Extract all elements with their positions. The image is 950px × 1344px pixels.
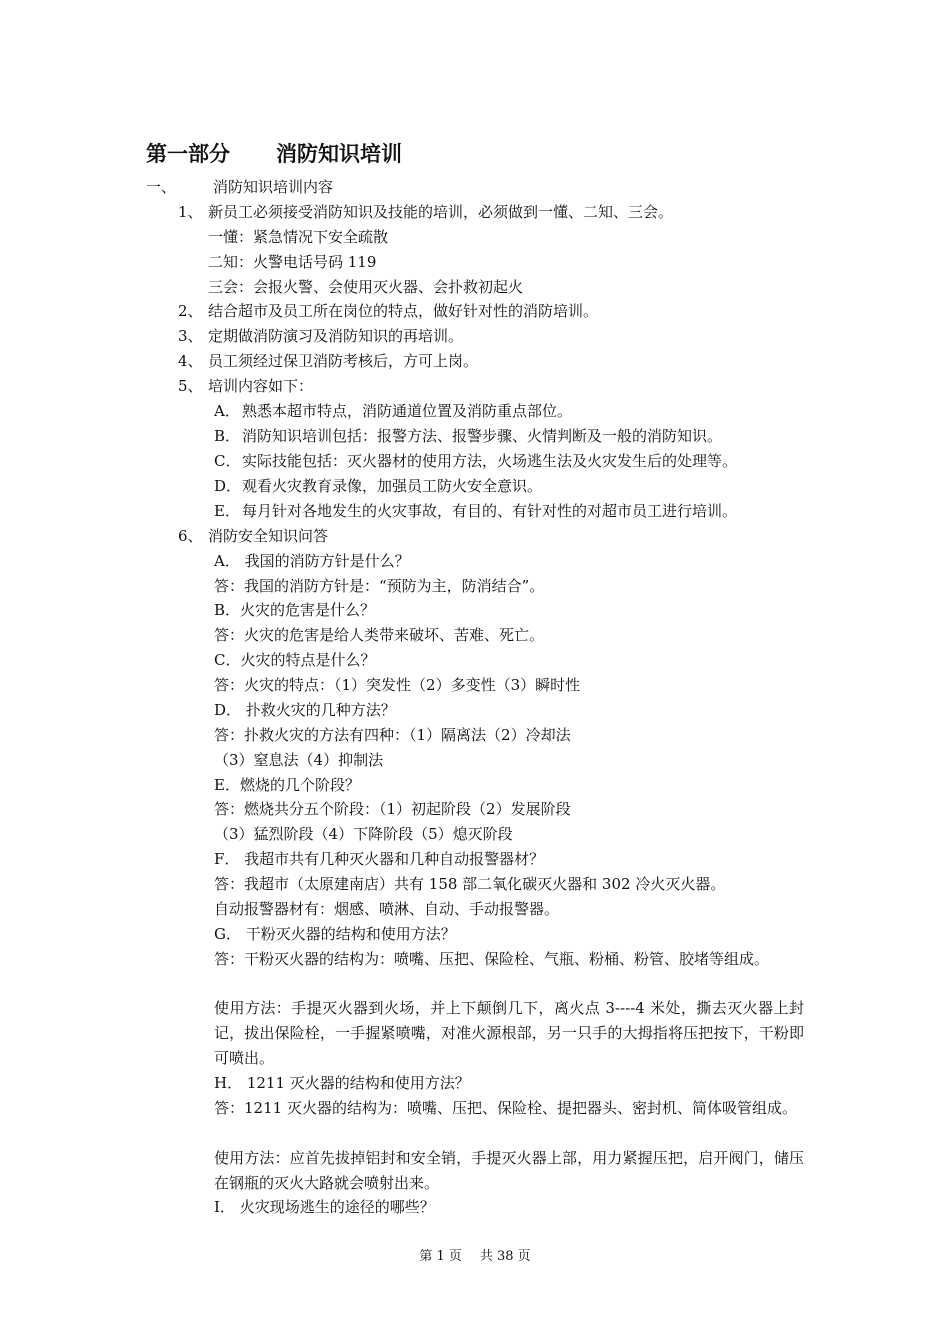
list-item: 5、 培训内容如下： [178, 377, 314, 395]
qa-answer: 答：干粉灭火器的结构为：喷嘴、压把、保险栓、气瓶、粉桶、粉管、胶堵等组成。 [214, 950, 770, 968]
qa-question: F． 我超市共有几种灭火器和几种自动报警器材？ [214, 850, 545, 868]
qa-question: B．火灾的危害是什么？ [214, 601, 376, 619]
training-item: B． 消防知识培训包括：报警方法、报警步骤、火情判断及一般的消防知识。 [214, 427, 723, 445]
qa-answer: （3）窒息法（4）抑制法 [214, 751, 384, 769]
list-item: 1、 新员工必须接受消防知识及技能的培训，必须做到一懂、二知、三会。 [178, 203, 674, 221]
list-item: 3、 定期做消防演习及消防知识的再培训。 [178, 327, 464, 345]
qa-answer: 使用方法：应首先拔掉铝封和安全销，手提灭火器上部，用力紧握压把，启开阀门，储压在钢瓶的灭火大路就会喷射出来。 [214, 1149, 804, 1192]
qa-question: A． 我国的消防方针是什么？ [214, 552, 410, 570]
list-item: 6、 消防安全知识问答 [178, 527, 329, 545]
training-item: C． 实际技能包括：灭火器材的使用方法，火场逃生法及火灾发生后的处理等。 [214, 452, 738, 470]
list-item: 2、 结合超市及员工所在岗位的特点，做好针对性的消防培训。 [178, 302, 599, 320]
list-subitem: 三会：会报火警、会使用灭火器、会扑救初起火 [208, 278, 524, 296]
qa-answer: 答：火灾的特点：（1）突发性（2）多变性（3）瞬时性 [214, 676, 581, 694]
list-item: 4、 员工须经过保卫消防考核后，方可上岗。 [178, 352, 479, 370]
section-number: 一、 [146, 178, 177, 196]
qa-answer: 答：我国的消防方针是：“预防为主，防消结合”。 [214, 577, 545, 595]
qa-question: H． 1211 灭火器的结构和使用方法？ [214, 1074, 470, 1092]
page-total: 共 38 页 [479, 1249, 531, 1264]
qa-answer: 答：扑救火灾的方法有四种：（1）隔离法（2）冷却法 [214, 726, 571, 744]
qa-answer: 答：我超市（太原建南店）共有 158 部二氧化碳灭火器和 302 冷火灭火器。 [214, 875, 726, 893]
section-heading [146, 175, 333, 200]
page-footer [0, 1247, 950, 1267]
training-item: A． 熟悉本超市特点，消防通道位置及消防重点部位。 [214, 402, 573, 420]
chapter-title: 消防知识培训 [276, 142, 402, 166]
chapter-heading [146, 138, 402, 168]
qa-question: G． 干粉灭火器的结构和使用方法？ [214, 925, 456, 943]
qa-answer: （3）猛烈阶段（4）下降阶段（5）熄灭阶段 [214, 825, 513, 843]
page-number: 第 1 页 [419, 1249, 462, 1264]
chapter-part: 第一部分 [146, 142, 230, 166]
section-title: 消防知识培训内容 [213, 178, 334, 196]
qa-answer: 自动报警器材有：烟感、喷淋、自动、手动报警器。 [214, 900, 560, 918]
qa-question: I． 火灾现场逃生的途径的哪些？ [214, 1198, 435, 1216]
qa-question: C．火灾的特点是什么？ [214, 651, 376, 669]
training-item: D．观看火灾教育录像，加强员工防火安全意识。 [214, 477, 543, 495]
qa-answer: 使用方法：手提灭火器到火场，并上下颠倒几下，离火点 3----4 米处，撕去灭火器上封记，拔出保险栓，一手握紧喷嘴，对准火源根部，另一只手的大拇指将压把按下，干粉即可喷出。 [214, 999, 804, 1067]
list-subitem: 二知：火警电话号码 119 [208, 253, 377, 271]
qa-answer: 答：火灾的危害是给人类带来破坏、苦难、死亡。 [214, 626, 545, 644]
qa-answer: 答：1211 灭火器的结构为：喷嘴、压把、保险栓、提把器头、密封机、简体吸管组成。 [214, 1099, 797, 1117]
qa-answer: 答：燃烧共分五个阶段：（1）初起阶段（2）发展阶段 [214, 800, 571, 818]
qa-question: D． 扑救火灾的几种方法？ [214, 701, 396, 719]
training-item: E． 每月针对各地发生的火灾事故，有目的、有针对性的对超市员工进行培训。 [214, 502, 738, 520]
list-subitem: 一懂：紧急情况下安全疏散 [208, 228, 389, 246]
qa-question: E．燃烧的几个阶段？ [214, 776, 360, 794]
